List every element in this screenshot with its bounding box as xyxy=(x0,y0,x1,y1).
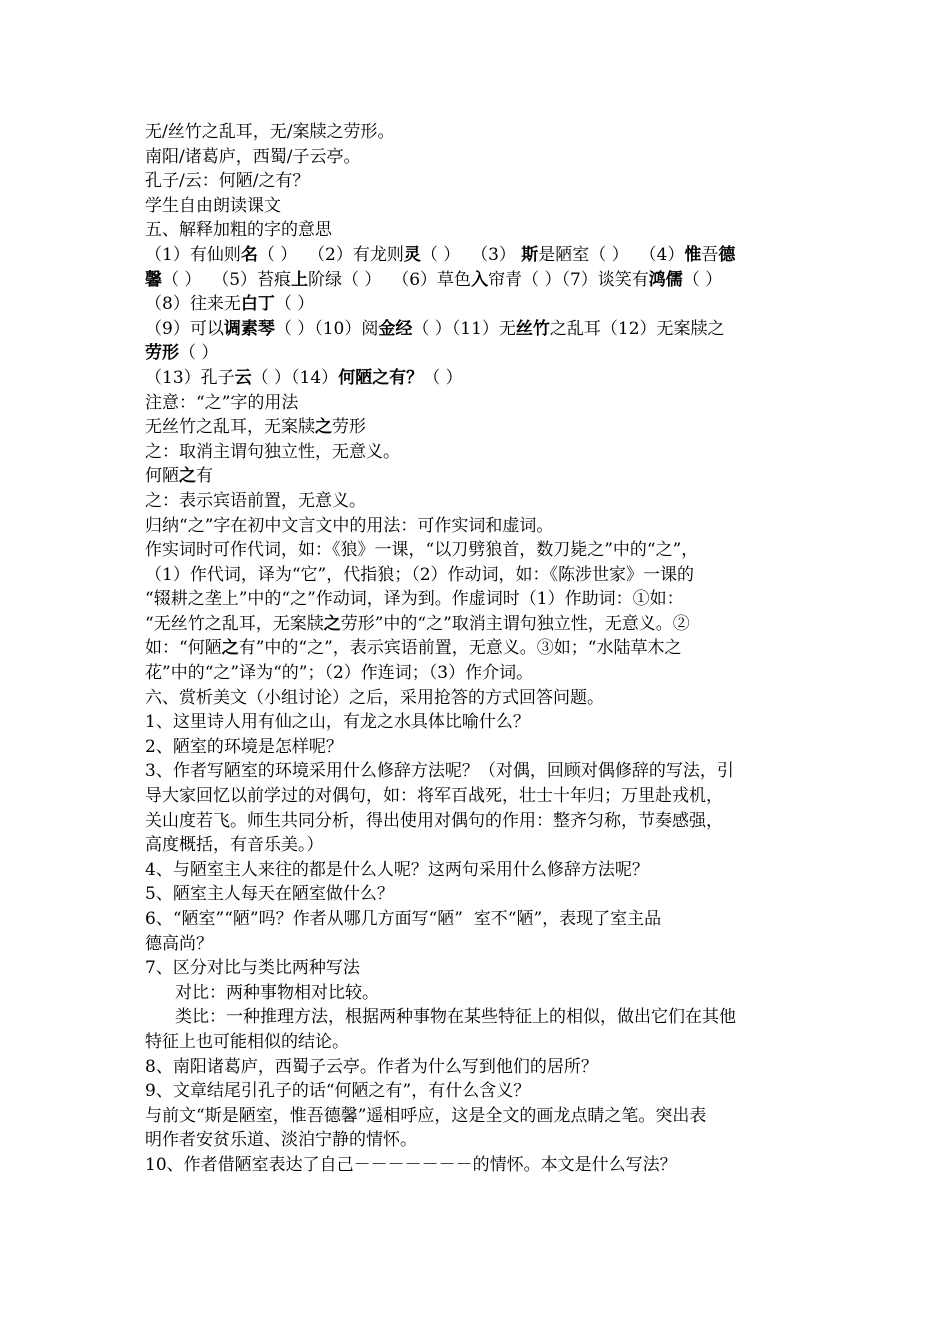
text-line xyxy=(145,169,810,194)
text-segment: 7、区分对比与类比两种写法 xyxy=(145,958,360,979)
text-segment: 是陋室（ ） （4） xyxy=(538,244,685,265)
text-segment: 有”中的“之”，表示宾语前置，无意义。③如；“水陆草木之 xyxy=(238,638,682,659)
text-segment: 五、解释加粗的字的意思 xyxy=(145,220,332,241)
text-line xyxy=(145,1153,810,1178)
text-line xyxy=(145,882,810,907)
text-line xyxy=(145,858,810,883)
text-line xyxy=(145,1005,810,1030)
text-line xyxy=(145,686,810,711)
text-line xyxy=(145,1055,810,1080)
document-page xyxy=(145,120,810,1178)
text-segment: （ ） （2）有龙则 xyxy=(257,244,404,265)
text-line xyxy=(145,809,810,834)
text-line xyxy=(145,1128,810,1153)
text-segment: （ ） xyxy=(682,269,723,290)
text-line xyxy=(145,956,810,981)
text-segment: （ ）（10）阅 xyxy=(274,318,379,339)
text-line xyxy=(145,563,810,588)
text-line xyxy=(145,194,810,219)
text-line xyxy=(145,366,810,391)
text-line xyxy=(145,243,810,268)
text-line xyxy=(145,415,810,440)
text-line xyxy=(145,464,810,489)
text-segment: 阶绿（ ） （6）草色 xyxy=(308,269,472,290)
text-line xyxy=(145,145,810,170)
text-segment: 之乱耳（12）无案牍之 xyxy=(549,318,725,339)
text-segment: （13）孔子 xyxy=(145,367,235,388)
text-segment: 何陋 xyxy=(145,466,179,487)
text-segment: 如：“何陋 xyxy=(145,638,222,659)
text-segment: 1、这里诗人用有仙之山，有龙之水具体比喻什么？ xyxy=(145,712,530,733)
text-line xyxy=(145,1104,810,1129)
text-segment: （ ） （5）苔痕 xyxy=(162,269,292,290)
text-line xyxy=(145,292,810,317)
text-line xyxy=(145,268,810,293)
text-segment: 对比：两种事物相对比较。 xyxy=(175,982,379,1003)
text-segment: 帘青（ ）（7）谈笑有 xyxy=(488,269,649,290)
text-line xyxy=(145,317,810,342)
text-line xyxy=(145,1079,810,1104)
text-line xyxy=(145,636,810,661)
bold-text: 鸿儒 xyxy=(648,269,683,290)
text-segment: 6、“陋室”“陋”吗？作者从哪几方面写“陋” 室不“陋”，表现了室主品 xyxy=(145,909,662,929)
text-segment: （ ） xyxy=(179,343,219,364)
text-line xyxy=(145,710,810,735)
text-segment: 南阳/诸葛庐，西蜀/子云亭。 xyxy=(145,146,361,167)
text-line xyxy=(145,784,810,809)
text-line xyxy=(145,833,810,858)
bold-text: 斯 xyxy=(521,244,539,265)
text-segment: 5、陋室主人每天在陋室做什么？ xyxy=(145,884,394,905)
text-segment: 与前文“斯是陋室，惟吾德馨”遥相呼应，这是全文的画龙点睛之笔。突出表 xyxy=(145,1105,707,1126)
text-segment: 高度概括，有音乐美。） xyxy=(145,835,324,856)
text-line xyxy=(145,981,810,1006)
text-line xyxy=(145,661,810,686)
text-line xyxy=(145,538,810,563)
text-segment: （ ） xyxy=(274,294,315,315)
text-segment: （8）往来无 xyxy=(145,294,241,315)
text-segment: 有 xyxy=(196,466,213,487)
bold-text: 何陋之有？ xyxy=(338,367,424,388)
text-segment: 德高尚？ xyxy=(145,933,213,954)
bold-text: 之 xyxy=(221,638,239,659)
text-line xyxy=(145,440,810,465)
bold-text: 云 xyxy=(234,367,252,388)
text-segment: 9、文章结尾引孔子的话“何陋之有”，有什么含义？ xyxy=(145,1081,531,1102)
bold-text: 灵 xyxy=(403,244,421,265)
text-segment: 导大家回忆以前学过的对偶句，如：将军百战死，壮士十年归；万里赴戎机， xyxy=(145,786,723,807)
text-segment: 六、赏析美文（小组讨论）之后，采用抢答的方式回答问题。 xyxy=(145,687,604,708)
text-segment: 4、与陋室主人来往的都是什么人呢？这两句采用什么修辞方法呢？ xyxy=(145,859,649,880)
text-line xyxy=(145,1030,810,1055)
text-segment: （1）作代词，译为“它”，代指狼；（2）作动词，如：《陈涉世家》一课的 xyxy=(145,564,695,585)
text-line xyxy=(145,932,810,957)
text-segment: 明作者安贫乐道、淡泊宁静的情怀。 xyxy=(145,1130,417,1151)
text-segment: 类比：一种推理方法，根据两种事物在某些特征上的相似，做出它们在其他 xyxy=(175,1007,736,1028)
text-segment: “辍耕之垄上”中的“之”作动词，译为到。作虚词时（1）作助词：①如： xyxy=(145,589,684,610)
text-line xyxy=(145,587,810,612)
text-segment: 3、作者写陋室的环境采用什么修辞方法呢？（对偶，回顾对偶修辞的写法，引 xyxy=(145,761,734,782)
text-segment: 无/丝竹之乱耳，无/案牍之劳形。 xyxy=(145,122,395,142)
text-segment: 归纳“之”字在初中文言文中的用法：可作实词和虚词。 xyxy=(145,515,554,536)
bold-text: 上 xyxy=(291,269,309,290)
bold-text: 名 xyxy=(240,244,258,265)
text-segment: （1）有仙则 xyxy=(145,244,241,265)
bold-text: 馨 xyxy=(145,269,162,290)
text-segment: 劳形 xyxy=(332,417,366,438)
text-segment: 8、南阳诸葛庐，西蜀子云亭。作者为什么写到他们的居所？ xyxy=(145,1056,598,1077)
text-segment: 特征上也可能相似的结论。 xyxy=(145,1031,349,1052)
text-segment: 关山度若飞。师生共同分析，得出使用对偶句的作用：整齐匀称，节奏感强， xyxy=(145,810,723,831)
text-segment: 2、陋室的环境是怎样呢？ xyxy=(145,736,343,757)
text-segment: 劳形”中的“之”取消主谓句独立性，无意义。② xyxy=(340,613,690,634)
text-line xyxy=(145,612,810,637)
text-line xyxy=(145,218,810,243)
text-line xyxy=(145,120,810,145)
text-line xyxy=(145,341,810,366)
text-segment: 之：表示宾语前置，无意义。 xyxy=(145,490,366,511)
text-segment: （ ） （3） xyxy=(420,244,522,265)
text-segment: 吾 xyxy=(701,244,719,265)
bold-text: 德 xyxy=(718,244,736,265)
text-segment: 作实词时可作代词，如：《狼》一课，“以刀劈狼首，数刀毙之”中的“之”， xyxy=(145,540,699,561)
text-line xyxy=(145,391,810,416)
bold-text: 入 xyxy=(471,269,489,290)
text-line xyxy=(145,489,810,514)
text-segment: “无丝竹之乱耳，无案牍 xyxy=(145,613,324,634)
bold-text: 之 xyxy=(323,613,341,634)
text-segment: 之：取消主谓句独立性，无意义。 xyxy=(145,441,400,462)
text-segment: 无丝竹之乱耳，无案牍 xyxy=(145,417,315,438)
text-segment: 花”中的“之”译为“的”；（2）作连词；（3）作介词。 xyxy=(145,663,534,684)
text-segment: 学生自由朗读课文 xyxy=(145,195,281,216)
bold-text: 劳形 xyxy=(145,343,179,364)
text-line xyxy=(145,759,810,784)
text-line xyxy=(145,735,810,760)
bold-text: 之 xyxy=(179,466,196,487)
bold-text: 惟 xyxy=(684,244,702,265)
text-segment: （ ） xyxy=(423,367,463,388)
bold-text: 之 xyxy=(315,417,332,438)
text-segment: （ ）（14） xyxy=(251,367,339,388)
text-line xyxy=(145,907,810,932)
bold-text: 丝竹 xyxy=(515,318,550,339)
text-segment: 注意：“之”字的用法 xyxy=(145,392,299,413)
text-segment: （9）可以 xyxy=(145,318,224,339)
text-segment: 10、作者借陋室表达了自己－－－－－－－的情怀。本文是什么写法？ xyxy=(145,1154,677,1175)
bold-text: 金经 xyxy=(378,318,413,339)
bold-text: 白丁 xyxy=(240,294,275,315)
text-line xyxy=(145,514,810,539)
bold-text: 调素琴 xyxy=(223,318,275,339)
text-segment: （ ）（11）无 xyxy=(412,318,516,339)
text-segment: 孔子/云：何陋/之有？ xyxy=(145,171,310,192)
